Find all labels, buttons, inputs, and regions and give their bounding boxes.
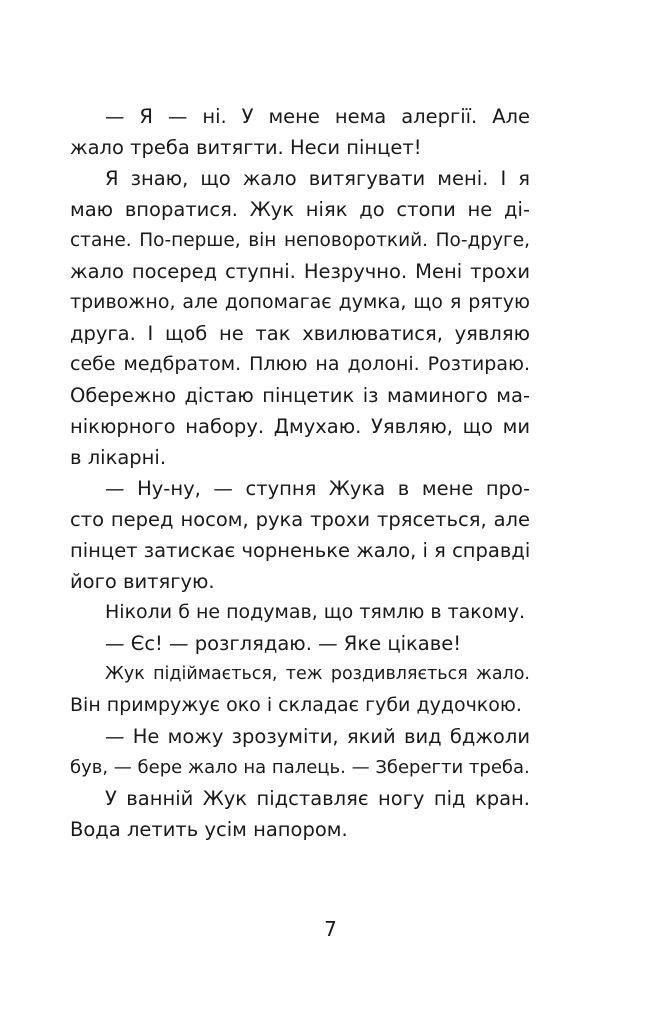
text-line: — Я — ні. У мене нема алергії. Але [105, 105, 530, 128]
text-line: — Єс! — розглядаю. — Яке цікаве! [105, 632, 462, 655]
text-line: Обережно дістаю пінцетик із маминого ма- [70, 384, 530, 407]
text-line: сто перед носом, рука трохи трясеться, але [70, 508, 530, 531]
text-line: Я знаю, що жало витягувати мені. І я [105, 167, 530, 190]
text-line: маю впоратися. Жук ніяк до стопи не ді- [70, 198, 530, 221]
text-line: жало посеред ступні. Незручно. Мені трохи [70, 260, 530, 283]
text-line: себе медбратом. Плюю на долоні. Розтираю. [70, 353, 530, 375]
text-line: пінцет затискає чорненьке жало, і я справді [70, 539, 530, 562]
text-line: — Ну-ну, — ступня Жука в мене про- [105, 477, 530, 500]
text-line: Жук підіймається, теж роздивляється жало. [105, 664, 530, 684]
text-line: Він примружує око і складає губи дудочкою. [70, 694, 522, 716]
text-line: Вода летить усім напором. [70, 818, 348, 841]
text-line: був, — бере жало на палець. — Зберегти треба. [70, 757, 530, 778]
text-line: тривожно, але допомагає думка, що я рятую [70, 291, 530, 313]
paragraph [70, 721, 530, 783]
text-line: — Не можу зрозуміти, який вид бджоли [105, 725, 530, 748]
page-body [70, 101, 530, 845]
text-line: Ніколи б не подумав, що тямлю в такому. [105, 601, 526, 623]
text-line: нікюрного набору. Дмухаю. Уявляю, що ми [70, 415, 530, 438]
text-line: його витягую. [70, 570, 215, 593]
text-line: У ванній Жук підставляє ногу під кран. [105, 787, 530, 810]
text-line: жало треба витягти. Неси пінцет! [70, 136, 422, 159]
text-line: стане. По-перше, він неповороткий. По-друге, [70, 230, 530, 251]
paragraph [70, 628, 530, 659]
page-number: 7 [324, 917, 337, 941]
paragraph [70, 163, 530, 473]
paragraph [70, 659, 530, 721]
text-line: друга. І щоб не так хвилюватися, уявляю [70, 322, 530, 345]
paragraph [70, 783, 530, 845]
paragraph [70, 597, 530, 628]
paragraph [70, 473, 530, 597]
text-line: в лікарні. [70, 446, 167, 469]
paragraph [70, 101, 530, 163]
